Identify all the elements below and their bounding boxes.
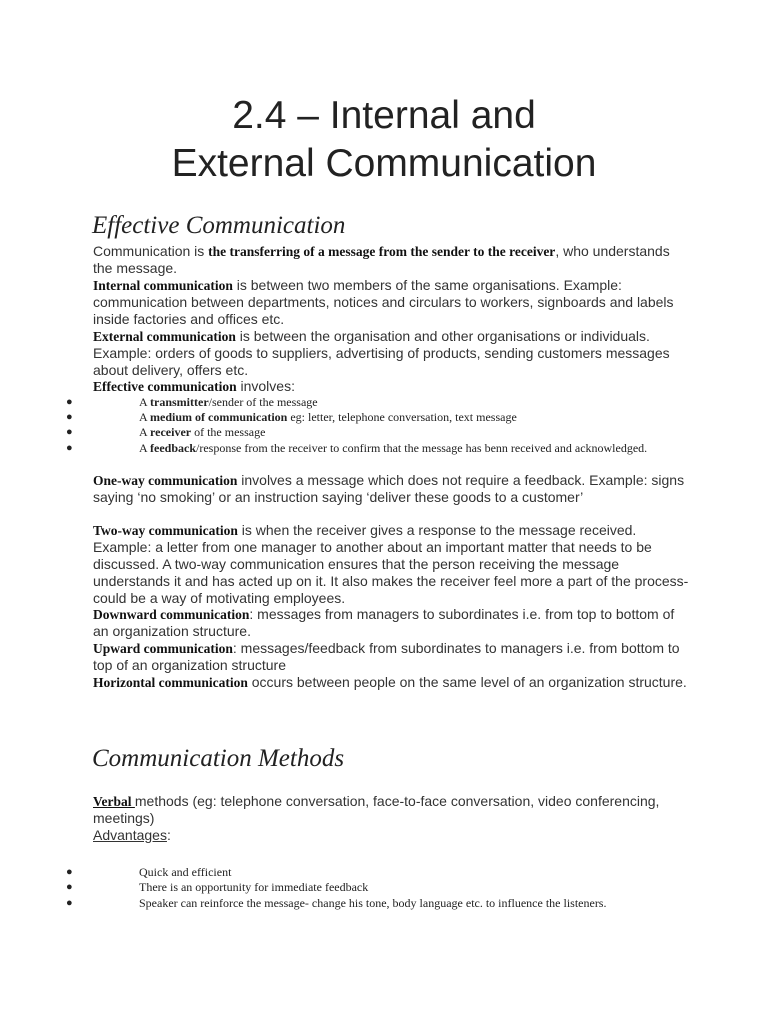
advantages-label: Advantages — [93, 827, 167, 843]
paragraph-one-way — [93, 472, 693, 506]
bullet-icon: ● — [66, 411, 73, 423]
two-way-term: Two-way communication — [93, 523, 238, 538]
effective-term: Effective communication — [93, 379, 237, 394]
external-text: is between the organisation and other organisations or individuals. Example: orders of goods to suppliers, advertising of products, sending customers messages about delivery, offers etc. — [93, 328, 670, 378]
one-way-text: involves a message which does not require a feedback. Example: signs saying ‘no smoking’ or an instruction saying ‘deliver these goods to a customer’ — [93, 472, 685, 505]
bullet-icon: ● — [66, 396, 73, 408]
title-line-2: External Communication — [171, 142, 597, 185]
list-item: ● A medium of communication eg: letter, telephone conversation, text message — [66, 410, 517, 424]
downward-text: : messages from managers to subordinates i.e. from top to bottom of an organization structure. — [93, 606, 675, 639]
list-item: ● There is an opportunity for immediate feedback — [66, 880, 369, 894]
definition-intro: Communication is — [93, 243, 209, 259]
upward-text: : messages/feedback from subordinates to managers i.e. from bottom to top of an organization structure — [93, 640, 680, 673]
downward-term: Downward communication — [93, 607, 250, 622]
horizontal-term: Horizontal communication — [93, 675, 248, 690]
paragraph-two-way — [93, 522, 693, 607]
external-term: External communication — [93, 329, 236, 344]
definition-bold: the transferring of a message from the sender to the receiver — [208, 244, 556, 259]
list-item: ● A transmitter/sender of the message — [66, 395, 318, 409]
paragraph-external — [93, 328, 693, 379]
verbal-text: methods (eg: telephone conversation, face-to-face conversation, video conferencing, meetings) — [93, 793, 660, 826]
paragraph-definition — [93, 243, 693, 277]
list-item: ● Quick and efficient — [66, 865, 232, 879]
bullet-icon: ● — [66, 897, 73, 909]
bullet-icon: ● — [66, 426, 73, 438]
horizontal-text: occurs between people on the same level of an organization structure. — [247, 674, 687, 690]
one-way-term: One-way communication — [93, 473, 238, 488]
effective-text: involves: — [236, 378, 295, 394]
internal-term: Internal communication — [93, 278, 233, 293]
heading-effective-communication: Effective Communication — [92, 212, 346, 239]
paragraph-effective-involves — [93, 378, 693, 395]
bullet-icon: ● — [66, 866, 73, 878]
list-item: ● A feedback/response from the receiver to confirm that the message has benn received and acknowledged. — [66, 441, 648, 455]
verbal-term: Verbal — [93, 794, 135, 809]
bullet-icon: ● — [66, 881, 73, 893]
paragraph-upward — [93, 640, 693, 674]
heading-communication-methods: Communication Methods — [92, 745, 345, 772]
paragraph-horizontal — [93, 674, 693, 691]
list-item: ● Speaker can reinforce the message- change his tone, body language etc. to influence the listeners. — [66, 896, 607, 910]
list-item: ● A receiver of the message — [66, 425, 266, 439]
bullet-icon: ● — [66, 442, 73, 454]
title-line-1: 2.4 – Internal and — [232, 94, 536, 137]
definition-rest: , who understands the message. — [93, 243, 670, 276]
paragraph-verbal: Verbal methods (eg: telephone conversation, face-to-face conversation, video conferencing, meetings) Advantages: — [93, 793, 660, 843]
internal-text: is between two members of the same organisations. Example: communication between departments, notices and circulars to workers, signboards and labels inside factories and offices etc. — [93, 277, 674, 327]
two-way-text: is when the receiver gives a response to the message received. Example: a letter from one manager to another about an important matter that needs to be discussed. A two-way communication ensures that the person receiving the message understands it and has acted up on it. It also makes the receiver feel more a part of the process- could be a way of motivating employees. — [93, 522, 689, 606]
upward-term: Upward communication — [93, 641, 233, 656]
paragraph-downward — [93, 606, 693, 640]
paragraph-internal — [93, 277, 693, 328]
page-title — [0, 92, 768, 188]
